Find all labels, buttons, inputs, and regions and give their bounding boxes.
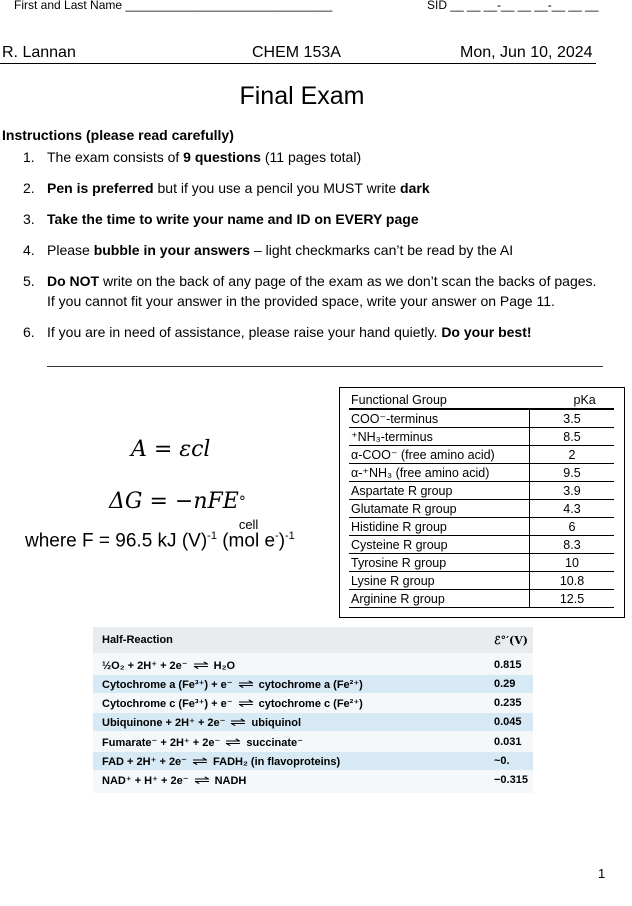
pka-value-cell: 10: [530, 554, 615, 572]
potential-header: ℰ°′(V): [494, 633, 529, 647]
pka-group-cell: ⁺NH₃-terminus: [349, 428, 530, 446]
instruction-text: (11 pages total): [260, 149, 362, 165]
half-reaction-header-row: [93, 627, 533, 653]
half-reaction-row: [93, 752, 533, 770]
item-number: 6.: [23, 324, 35, 340]
products: NADH: [214, 775, 247, 787]
half-reaction-row: [93, 771, 533, 789]
reaction-equation: [102, 773, 246, 787]
pka-group-cell: α-⁺NH₃ (free amino acid): [349, 464, 530, 482]
instruction-emphasis: dark: [400, 180, 430, 196]
instructions-rule: [47, 366, 603, 367]
header-rule: [0, 63, 596, 64]
reduction-potential: 0.235: [494, 697, 522, 709]
instruction-item: [23, 178, 632, 198]
pka-row: [349, 590, 614, 608]
reduction-potential: 0.045: [494, 716, 522, 728]
pka-group-cell: Lysine R group: [349, 572, 530, 590]
instruction-item: [23, 240, 632, 260]
where-exponent: -: [275, 530, 279, 542]
reduction-potential: 0.29: [494, 678, 516, 690]
pka-header-group: Functional Group: [349, 392, 530, 409]
equilibrium-arrow-icon: ⇌: [225, 735, 242, 749]
products: succinate⁻: [246, 737, 303, 749]
course-code: CHEM 153A: [252, 44, 341, 61]
gibbs-subscript: cell: [238, 517, 259, 532]
instruction-text: – light checkmarks can’t be read by the AI: [250, 242, 514, 258]
instruction-emphasis: Take the time to write your name and ID on EVERY page: [47, 211, 419, 227]
pka-row: [349, 428, 614, 446]
instruction-text: Please: [47, 242, 94, 258]
instructions-heading: Instructions (please read carefully): [2, 127, 234, 143]
reactants: ½O₂ + 2H⁺ + 2e⁻: [102, 660, 188, 672]
pka-value-cell: 2: [530, 446, 615, 464]
where-exponent: -1: [285, 530, 295, 542]
instruction-item: [23, 147, 632, 167]
pka-row: [349, 482, 614, 500]
reduction-potential: 0.031: [494, 736, 522, 748]
equilibrium-arrow-icon: ⇌: [191, 754, 209, 768]
pka-row: [349, 500, 614, 518]
pka-header-row: [349, 392, 614, 409]
instruction-text: If you are in need of assistance, please raise your hand quietly.: [47, 324, 442, 340]
equilibrium-arrow-icon: ⇌: [230, 715, 247, 729]
pka-group-cell: Tyrosine R group: [349, 554, 530, 572]
pka-row: [349, 554, 614, 572]
item-number: 2.: [23, 180, 35, 196]
pka-value-cell: 8.5: [530, 428, 615, 446]
half-reaction-header: Half-Reaction: [102, 634, 173, 646]
pka-row: [349, 409, 614, 428]
pka-row: [349, 572, 614, 590]
pka-group-cell: Aspartate R group: [349, 482, 530, 500]
reaction-equation: [102, 754, 340, 768]
reduction-potential: ~0.: [494, 755, 510, 767]
reactants: Cytochrome a (Fe³⁺) + e⁻: [102, 679, 233, 691]
pka-row: [349, 446, 614, 464]
pka-group-cell: Glutamate R group: [349, 500, 530, 518]
products: FADH₂ (in flavoproteins): [213, 756, 341, 768]
products: ubiquinol: [251, 717, 302, 729]
pka-value-cell: 3.9: [530, 482, 615, 500]
instruction-item: [23, 322, 632, 342]
equilibrium-arrow-icon: ⇌: [192, 658, 209, 672]
pka-value-cell: 12.5: [530, 590, 615, 608]
item-number: 1.: [23, 149, 35, 165]
half-reaction-row: [93, 675, 533, 693]
pka-value-cell: 3.5: [530, 409, 615, 428]
pka-value-cell: 4.3: [530, 500, 615, 518]
half-reaction-row: [93, 694, 533, 712]
gibbs-degree: °: [238, 494, 246, 510]
instruction-text: write on the back of any page of the exam as we don’t scan the backs of pages.: [99, 273, 597, 289]
item-number: 3.: [23, 211, 35, 227]
pka-group-cell: Histidine R group: [349, 518, 530, 536]
instruction-item: [23, 209, 632, 229]
faraday-constant-note: [25, 530, 295, 552]
item-number: 5.: [23, 273, 35, 289]
pka-value-cell: 10.8: [530, 572, 615, 590]
half-reaction-table: [93, 627, 533, 793]
pka-group-cell: COO⁻-terminus: [349, 409, 530, 428]
gibbs-main: ΔG = −nFE: [109, 489, 239, 514]
reaction-equation: [102, 677, 363, 691]
instruction-emphasis: Do your best!: [441, 324, 532, 340]
products: cytochrome a (Fe²⁺): [258, 679, 363, 691]
pka-header-value: pKa: [530, 392, 615, 409]
instruction-emphasis: bubble in your answers: [93, 242, 251, 258]
equilibrium-arrow-icon: ⇌: [237, 696, 254, 710]
reaction-equation: [102, 735, 303, 749]
half-reaction-row: [93, 733, 533, 751]
reactants: FAD + 2H⁺ + 2e⁻: [102, 756, 187, 768]
pka-group-cell: Cysteine R group: [349, 536, 530, 554]
pka-group-cell: α-COO⁻ (free amino acid): [349, 446, 530, 464]
instruction-emphasis: Do NOT: [47, 273, 100, 289]
reactants: NAD⁺ + H⁺ + 2e⁻: [102, 775, 189, 787]
instruction-emphasis: Pen is preferred: [47, 180, 154, 196]
pka-table: [349, 392, 614, 608]
reduction-potential: −0.315: [494, 774, 528, 786]
reactants: Cytochrome c (Fe³⁺) + e⁻: [102, 698, 233, 710]
pka-value-cell: 6: [530, 518, 615, 536]
instruction-text: If you cannot fit your answer in the provided space, write your answer on Page 11.: [47, 293, 555, 309]
exam-date: Mon, Jun 10, 2024: [460, 44, 593, 61]
instruction-emphasis: 9 questions: [183, 149, 261, 165]
page-number: 1: [598, 866, 606, 881]
page-title: Final Exam: [239, 82, 365, 110]
pka-row: [349, 518, 614, 536]
gibbs-equation: [109, 489, 263, 532]
reaction-equation: [102, 696, 363, 710]
instruction-text: The exam consists of: [47, 149, 184, 165]
reactants: Ubiquinone + 2H⁺ + 2e⁻: [102, 717, 226, 729]
beer-lambert-equation: A = εcl: [131, 437, 211, 462]
pka-value-cell: 9.5: [530, 464, 615, 482]
reaction-equation: [102, 658, 235, 672]
pka-value-cell: 8.3: [530, 536, 615, 554]
pka-table-box: [339, 387, 625, 618]
half-reaction-row: [93, 713, 533, 731]
products: cytochrome c (Fe²⁺): [258, 698, 363, 710]
pka-row: [349, 536, 614, 554]
half-reaction-row: [93, 656, 533, 674]
instruction-item: [23, 271, 632, 311]
sid-field-label: SID __ __ __-__ __ __-__ __ __: [427, 0, 599, 12]
where-exponent: -1: [207, 530, 217, 542]
equilibrium-arrow-icon: ⇌: [237, 677, 254, 691]
equilibrium-arrow-icon: ⇌: [193, 773, 210, 787]
name-field-label: First and Last Name _______________________________: [14, 0, 333, 12]
reactants: Fumarate⁻ + 2H⁺ + 2e⁻: [102, 737, 221, 749]
instructions-list: [0, 147, 632, 353]
products: H₂O: [213, 660, 236, 672]
where-text: where F = 96.5 kJ (V): [25, 530, 208, 552]
where-text: ): [278, 530, 286, 552]
reaction-equation: [102, 715, 301, 729]
pka-row: [349, 464, 614, 482]
reduction-potential: 0.815: [494, 659, 522, 671]
where-text: (mol e: [216, 530, 276, 552]
instructor-name: R. Lannan: [2, 44, 76, 61]
instruction-text: but if you use a pencil you MUST write: [153, 180, 401, 196]
pka-group-cell: Arginine R group: [349, 590, 530, 608]
item-number: 4.: [23, 242, 35, 258]
pka-table-body: [349, 409, 614, 608]
